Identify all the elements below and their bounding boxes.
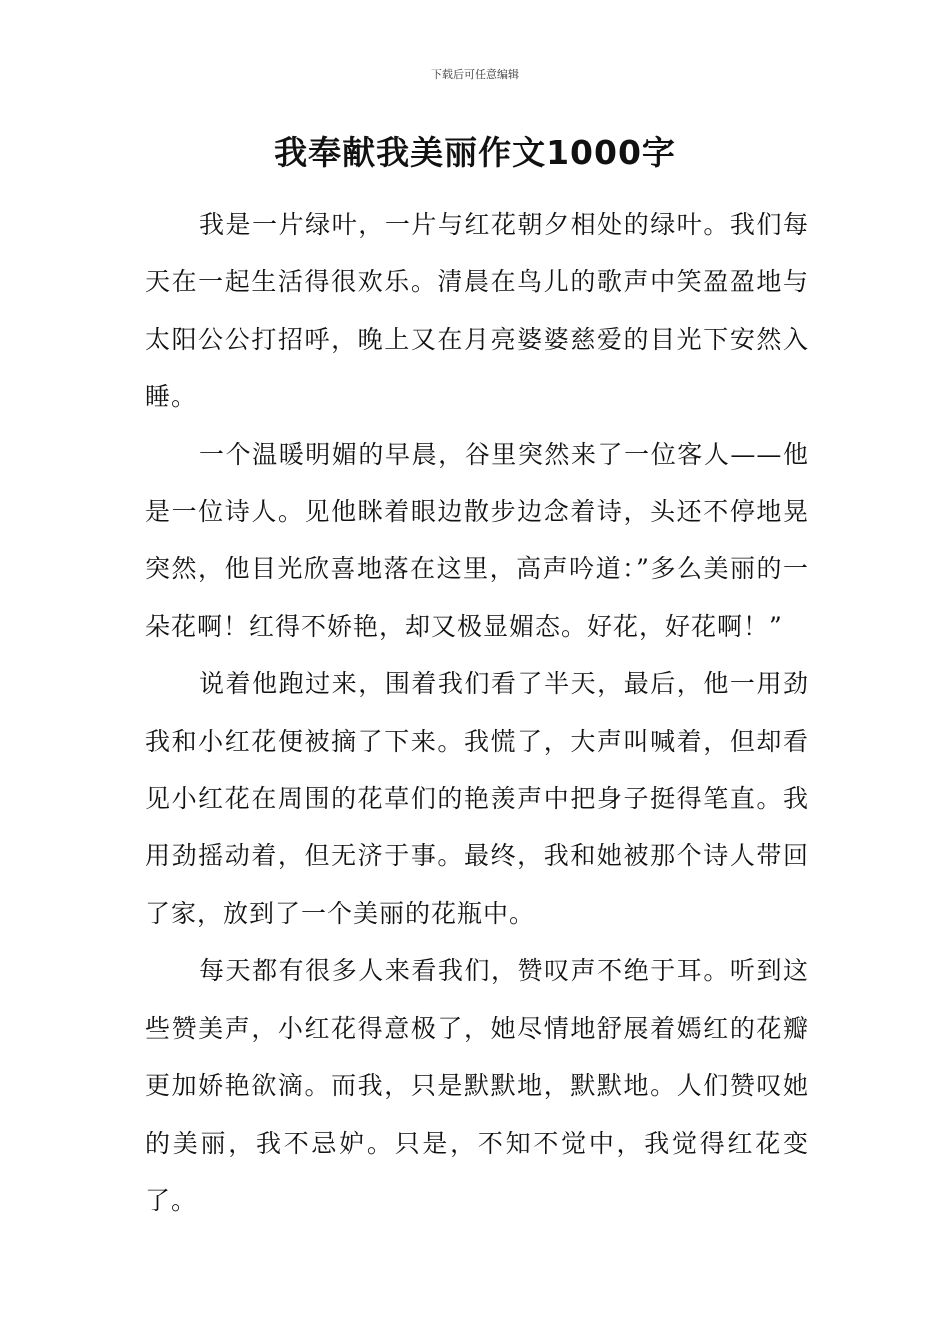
paragraph-4: 每天都有很多人来看我们，赞叹声不绝于耳。听到这些赞美声，小红花得意极了，她尽情地舒展着嫣红的花瓣更加娇艳欲滴。而我，只是默默地，默默地。人们赞叹她的美丽，我不忌妒。只是，不知不觉中，我觉得红花变了。 bbox=[145, 956, 809, 1215]
paragraph-1: 我是一片绿叶，一片与红花朝夕相处的绿叶。我们每天在一起生活得很欢乐。清晨在鸟儿的歌声中笑盈盈地与太阳公公打招呼，晚上又在月亮婆婆慈爱的目光下安然入睡。 bbox=[145, 210, 809, 412]
document-body bbox=[145, 196, 809, 1229]
paragraph-3: 说着他跑过来，围着我们看了半天，最后，他一用劲我和小红花便被摘了下来。我慌了，大声叫喊着，但却看见小红花在周围的花草们的艳羡声中把身子挺得笔直。我用劲摇动着，但无济于事。最终，我和她被那个诗人带回了家，放到了一个美丽的花瓶中。 bbox=[145, 669, 809, 928]
header-note: 下载后可任意编辑 bbox=[431, 68, 519, 81]
document-title: 我奉献我美丽作文1000字 bbox=[274, 133, 676, 172]
paragraph-2: 一个温暖明媚的早晨，谷里突然来了一位客人——他是一位诗人。见他眯着眼边散步边念着诗，头还不停地晃突然，他目光欣喜地落在这里，高声吟道：”多么美丽的一朵花啊！红得不娇艳，却又极显媚态。好花，好花啊！” bbox=[145, 439, 809, 641]
